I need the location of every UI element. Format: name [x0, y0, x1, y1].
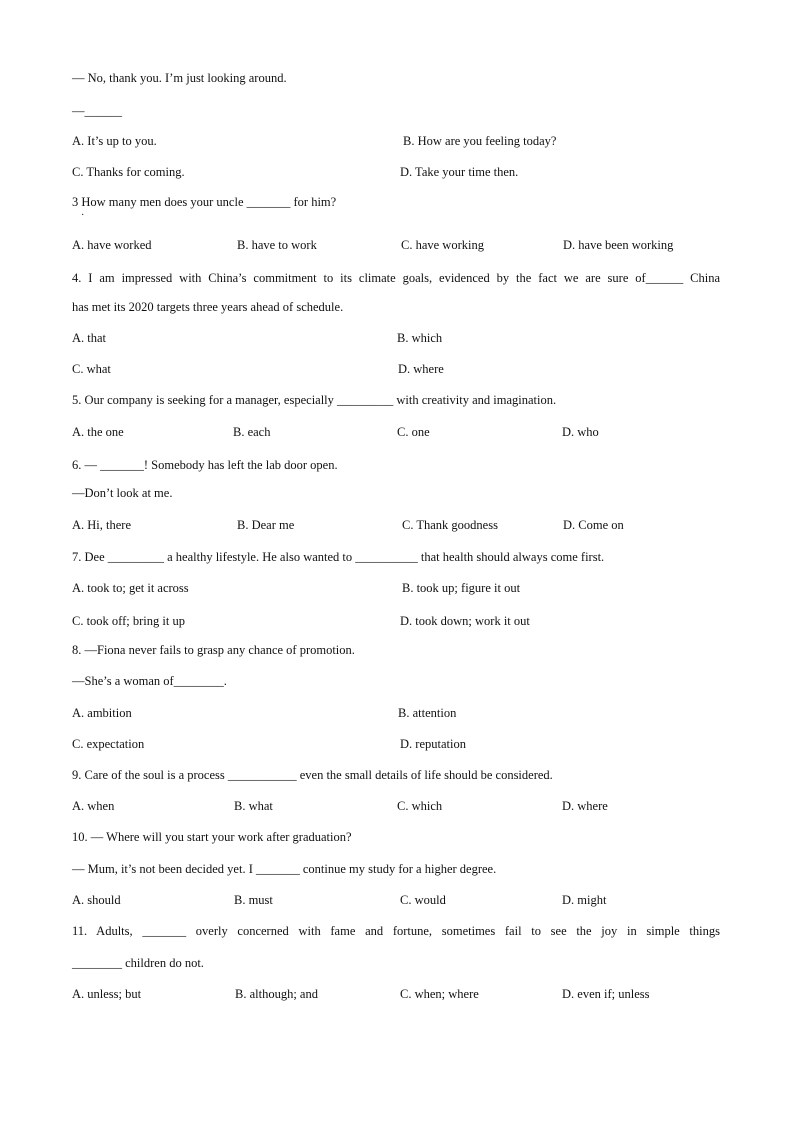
q4-option-b: B. which — [397, 331, 443, 345]
question-6: 6. — _______! Somebody has left the lab door open. — [72, 458, 338, 472]
q10-option-b: B. must — [234, 893, 273, 907]
q9-option-b: B. what — [234, 799, 273, 813]
question-4-line-1: 4. I am impressed with China’s commitment to its climate goals, evidenced by the fact we are sure of______ China — [72, 271, 720, 285]
stray-dot: · — [81, 210, 85, 221]
q9-option-d: D. where — [562, 799, 608, 813]
q6-option-a: A. Hi, there — [72, 518, 132, 532]
q7-option-d: D. took down; work it out — [400, 614, 530, 628]
q11-option-b: B. although; and — [235, 987, 318, 1001]
q11-option-d: D. even if; unless — [562, 987, 650, 1001]
question-8: 8. —Fiona never fails to grasp any chance of promotion. — [72, 643, 355, 657]
q8-option-d: D. reputation — [400, 737, 466, 751]
q5-option-c: C. one — [397, 425, 430, 439]
q6-option-c: C. Thank goodness — [402, 518, 498, 532]
q10-option-c: C. would — [400, 893, 446, 907]
q10-option-a: A. should — [72, 893, 121, 907]
q2-option-b: B. How are you feeling today? — [403, 134, 557, 148]
q3-option-b: B. have to work — [237, 238, 317, 252]
q4-option-a: A. that — [72, 331, 107, 345]
q8-option-a: A. ambition — [72, 706, 132, 720]
q7-option-c: C. took off; bring it up — [72, 614, 185, 628]
question-11-line-2: ________ children do not. — [72, 956, 204, 970]
q2-option-a: A. It’s up to you. — [72, 134, 157, 148]
question-7: 7. Dee _________ a healthy lifestyle. He also wanted to __________ that health should always come first. — [72, 550, 605, 564]
question-8-reply: —She’s a woman of________. — [72, 674, 227, 688]
q5-option-a: A. the one — [72, 425, 124, 439]
answer-blank-line: —______ — [72, 104, 122, 118]
q7-option-a: A. took to; get it across — [72, 581, 189, 595]
q9-option-c: C. which — [397, 799, 443, 813]
question-5: 5. Our company is seeking for a manager, especially _________ with creativity and imagination. — [72, 393, 557, 407]
q2-option-c: C. Thanks for coming. — [72, 165, 185, 179]
q4-option-d: D. where — [398, 362, 444, 376]
q8-option-c: C. expectation — [72, 737, 145, 751]
question-9: 9. Care of the soul is a process ___________ even the small details of life should be considered. — [72, 768, 553, 782]
q9-option-a: A. when — [72, 799, 115, 813]
question-3: 3 How many men does your uncle _______ for him? — [72, 195, 337, 209]
q6-option-b: B. Dear me — [237, 518, 295, 532]
question-10-reply: — Mum, it’s not been decided yet. I _______ continue my study for a higher degree. — [72, 862, 497, 876]
question-4-line-2: has met its 2020 targets three years ahead of schedule. — [72, 300, 344, 314]
q5-option-b: B. each — [233, 425, 271, 439]
q3-option-d: D. have been working — [563, 238, 674, 252]
q7-option-b: B. took up; figure it out — [402, 581, 521, 595]
q11-option-a: A. unless; but — [72, 987, 142, 1001]
q4-option-c: C. what — [72, 362, 111, 376]
question-11-line-1: 11. Adults, _______ overly concerned with fame and fortune, sometimes fail to see the joy in simple things — [72, 924, 720, 938]
dialogue-line: — No, thank you. I’m just looking around. — [72, 71, 287, 85]
q2-option-d: D. Take your time then. — [400, 165, 519, 179]
q10-option-d: D. might — [562, 893, 607, 907]
q3-option-a: A. have worked — [72, 238, 152, 252]
q11-option-c: C. when; where — [400, 987, 479, 1001]
q5-option-d: D. who — [562, 425, 599, 439]
q8-option-b: B. attention — [398, 706, 457, 720]
q6-option-d: D. Come on — [563, 518, 624, 532]
q3-option-c: C. have working — [401, 238, 484, 252]
question-10: 10. — Where will you start your work after graduation? — [72, 830, 352, 844]
question-6-reply: —Don’t look at me. — [72, 486, 173, 500]
